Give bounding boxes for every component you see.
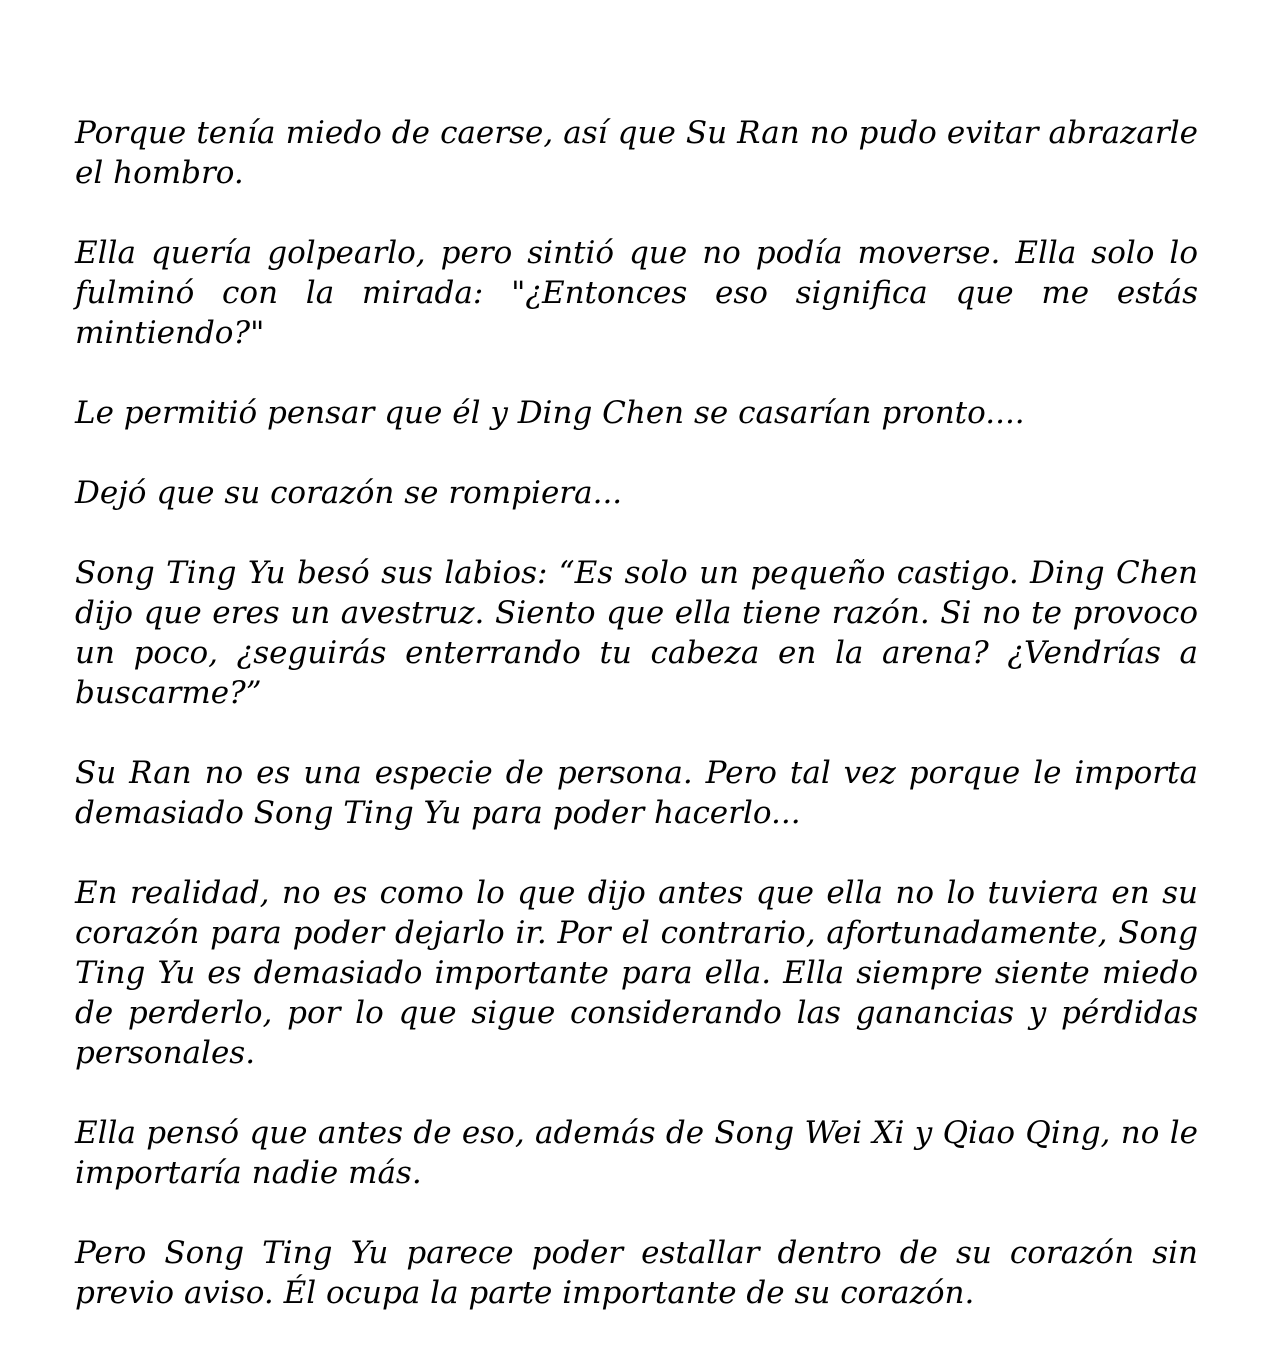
paragraph: Dejó que su corazón se rompiera... xyxy=(75,475,623,511)
paragraph: Song Ting Yu besó sus labios: “Es solo un pequeño castigo. Ding Chen dijo que eres un avestruz. Siento que ella tiene razón. Si no te provoco un poco, ¿seguirás enterrando tu cabeza en la arena? ¿Vendrías a buscarme?” xyxy=(75,555,1198,711)
paragraph: Su Ran no es una especie de persona. Pero tal vez porque le importa demasiado Song Ting Yu para poder hacerlo... xyxy=(75,755,1198,831)
paragraph: En realidad, no es como lo que dijo antes que ella no lo tuviera en su corazón para poder dejarlo ir. Por el contrario, afortunadamente, Song Ting Yu es demasiado importante para ella. Ella siempre siente miedo de perderlo, por lo que sigue considerando las ganancias y pérdidas personales. xyxy=(75,875,1198,1071)
paragraph: Le permitió pensar que él y Ding Chen se casarían pronto.... xyxy=(75,395,1025,431)
paragraph: Porque tenía miedo de caerse, así que Su Ran no pudo evitar abrazarle el hombro. xyxy=(75,115,1198,191)
document-body xyxy=(75,113,1198,1313)
paragraph: Ella pensó que antes de eso, además de Song Wei Xi y Qiao Qing, no le importaría nadie más. xyxy=(75,1115,1198,1191)
paragraph: Pero Song Ting Yu parece poder estallar dentro de su corazón sin previo aviso. Él ocupa la parte importante de su corazón. xyxy=(75,1235,1198,1311)
paragraph: Ella quería golpearlo, pero sintió que no podía moverse. Ella solo lo fulminó con la mirada: "¿Entonces eso significa que me estás mintiendo?" xyxy=(75,235,1198,351)
